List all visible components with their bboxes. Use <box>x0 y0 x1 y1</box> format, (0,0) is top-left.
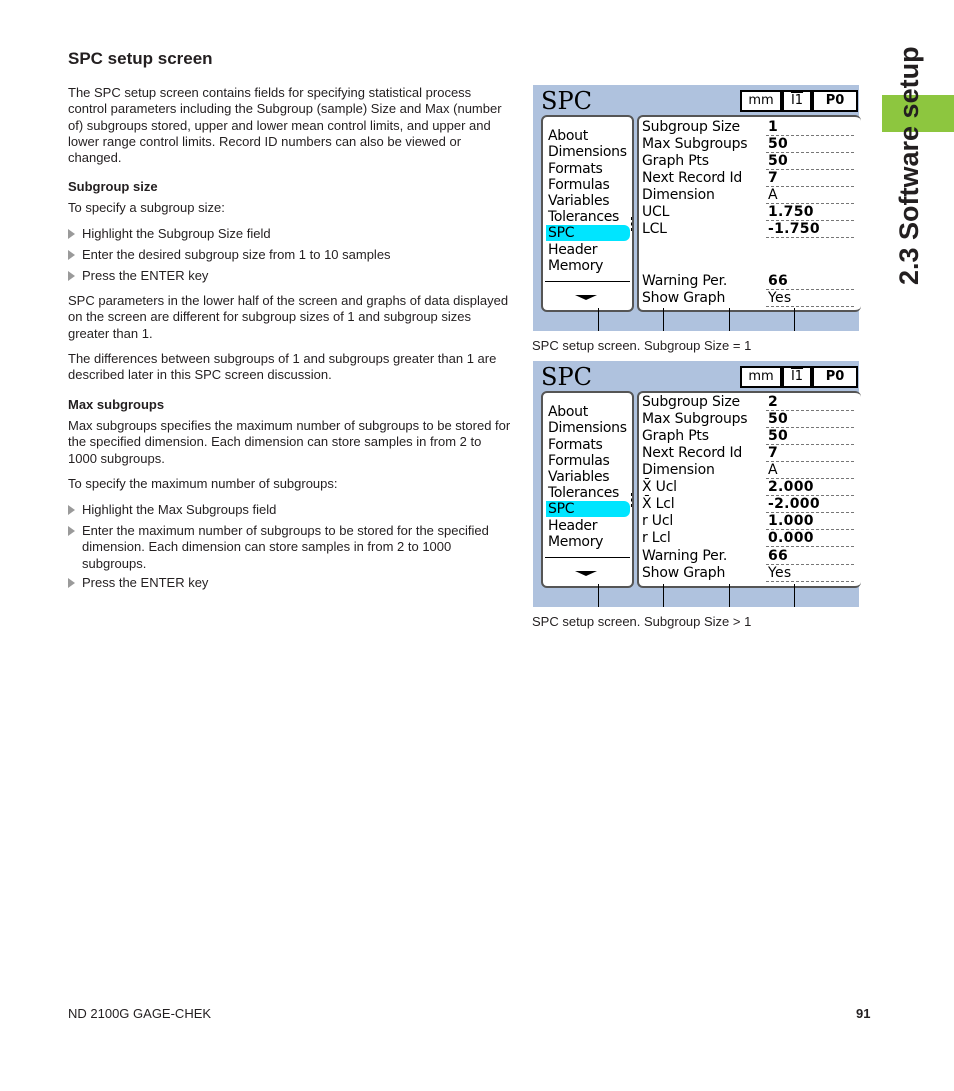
field-xbar-ucl: X̄ Ucl 2.000 <box>642 479 861 496</box>
settings-panel <box>637 391 861 588</box>
menu-item-spc: SPC <box>546 501 630 517</box>
bullet-arrow-icon <box>68 271 75 281</box>
connector-line <box>631 493 632 507</box>
field-warning-per: Warning Per. 66 <box>642 548 861 565</box>
spc-screen-subgroup-gt1 <box>533 361 859 607</box>
bullet-arrow-icon <box>68 578 75 588</box>
softkey-divider <box>663 584 664 607</box>
subgroup-step-1: Highlight the Subgroup Size field <box>68 226 512 242</box>
max-subgroups-heading: Max subgroups <box>68 397 165 412</box>
softkey-divider <box>794 584 795 607</box>
screen-title: SPC <box>541 87 592 115</box>
menu-item-tolerances: Tolerances <box>548 209 620 225</box>
field-subgroup-size: Subgroup Size 2 <box>642 394 861 411</box>
softkey-divider <box>663 308 664 331</box>
field-warning-per: Warning Per. 66 <box>642 273 861 290</box>
screen-menu <box>541 115 634 312</box>
field-graph-pts: Graph Pts 50 <box>642 153 861 170</box>
field-next-record-id: Next Record Id 7 <box>642 445 861 462</box>
settings-panel <box>637 115 861 312</box>
footer-product: ND 2100G GAGE-CHEK <box>68 1006 212 1021</box>
max-subgroups-lead: To specify the maximum number of subgroups: <box>68 476 338 491</box>
subgroup-step-3: Press the ENTER key <box>68 268 512 284</box>
menu-item-variables: Variables <box>548 469 610 485</box>
screen-title: SPC <box>541 363 592 391</box>
menu-item-header: Header <box>548 518 598 534</box>
menu-item-tolerances: Tolerances <box>548 485 620 501</box>
channel-badge: I1 <box>782 366 812 388</box>
channel-badge: I1 <box>782 90 812 112</box>
unit-badge: mm <box>740 90 782 112</box>
unit-badge: mm <box>740 366 782 388</box>
field-next-record-id: Next Record Id 7 <box>642 170 861 187</box>
field-r-ucl: r Ucl 1.000 <box>642 513 861 530</box>
section-title: SPC setup screen <box>68 49 213 68</box>
scroll-down-icon <box>575 295 597 300</box>
intro-paragraph: The SPC setup screen contains fields for specifying statistical process control parameters including the Subgroup (sample) Size and Max (number of) subgroups stored, upper and lower mean control limits, and upper and lower range control limits. Record ID numbers can also be viewed or changed. <box>68 85 502 166</box>
softkey-divider <box>729 308 730 331</box>
softkey-bar <box>533 308 859 331</box>
caption-screen-2: SPC setup screen. Subgroup Size > 1 <box>532 614 752 629</box>
preset-badge: P0 <box>812 366 858 388</box>
bullet-arrow-icon <box>68 505 75 515</box>
field-max-subgroups: Max Subgroups 50 <box>642 411 861 428</box>
menu-item-spc: SPC <box>546 225 630 241</box>
bullet-arrow-icon <box>68 250 75 260</box>
field-show-graph: Show Graph Yes <box>642 565 861 582</box>
caption-screen-1: SPC setup screen. Subgroup Size = 1 <box>532 338 752 353</box>
menu-item-memory: Memory <box>548 534 604 550</box>
menu-item-dimensions: Dimensions <box>548 144 627 160</box>
connector-line <box>631 217 632 231</box>
subgroup-size-lead: To specify a subgroup size: <box>68 200 225 215</box>
menu-divider <box>545 281 630 282</box>
menu-item-about: About <box>548 128 588 144</box>
subgroup-step-2: Enter the desired subgroup size from 1 to 10 samples <box>68 247 512 263</box>
subgroup-size-heading: Subgroup size <box>68 179 158 194</box>
subgroup-note-1: SPC parameters in the lower half of the screen and graphs of data displayed on the screen are different for subgroup sizes of 1 and subgroup sizes greater than 1. <box>68 293 509 341</box>
subgroup-note-2: The differences between subgroups of 1 and subgroups greater than 1 are described later in this SPC screen discussion. <box>68 351 497 383</box>
field-r-lcl: r Lcl 0.000 <box>642 530 861 547</box>
max-step-3: Press the ENTER key <box>68 575 512 591</box>
menu-item-header: Header <box>548 242 598 258</box>
scroll-down-icon <box>575 571 597 576</box>
field-subgroup-size: Subgroup Size 1 <box>642 119 861 136</box>
menu-item-dimensions: Dimensions <box>548 420 627 436</box>
field-max-subgroups: Max Subgroups 50 <box>642 136 861 153</box>
field-show-graph: Show Graph Yes <box>642 290 861 307</box>
menu-divider <box>545 557 630 558</box>
field-graph-pts: Graph Pts 50 <box>642 428 861 445</box>
bullet-arrow-icon <box>68 229 75 239</box>
menu-item-formulas: Formulas <box>548 453 610 469</box>
menu-item-formats: Formats <box>548 437 603 453</box>
max-subgroups-desc: Max subgroups specifies the maximum number of subgroups to be stored for the specified dimension. Each dimension can store samples in from 2 to 1000 subgroups. <box>68 418 511 466</box>
softkey-divider <box>794 308 795 331</box>
softkey-divider <box>598 308 599 331</box>
preset-badge: P0 <box>812 90 858 112</box>
softkey-divider <box>598 584 599 607</box>
screen-menu <box>541 391 634 588</box>
field-dimension: Dimension A <box>642 462 861 479</box>
field-xbar-lcl: X̄ Lcl -2.000 <box>642 496 861 513</box>
field-ucl: UCL 1.750 <box>642 204 861 221</box>
max-step-2: Enter the maximum number of subgroups to be stored for the specified dimension. Each dimension can store samples in from 2 to 1000 subgroups. <box>68 523 512 572</box>
menu-item-formulas: Formulas <box>548 177 610 193</box>
field-dimension: Dimension A <box>642 187 861 204</box>
field-lcl: LCL -1.750 <box>642 221 861 238</box>
chapter-label: 2.3 Software setup <box>894 46 924 285</box>
max-step-1: Highlight the Max Subgroups field <box>68 502 512 518</box>
softkey-bar <box>533 584 859 607</box>
menu-item-formats: Formats <box>548 161 603 177</box>
spc-screen-subgroup-1 <box>533 85 859 331</box>
softkey-divider <box>729 584 730 607</box>
page-number: 91 <box>856 1006 871 1021</box>
menu-item-memory: Memory <box>548 258 604 274</box>
menu-item-about: About <box>548 404 588 420</box>
menu-item-variables: Variables <box>548 193 610 209</box>
bullet-arrow-icon <box>68 526 75 536</box>
